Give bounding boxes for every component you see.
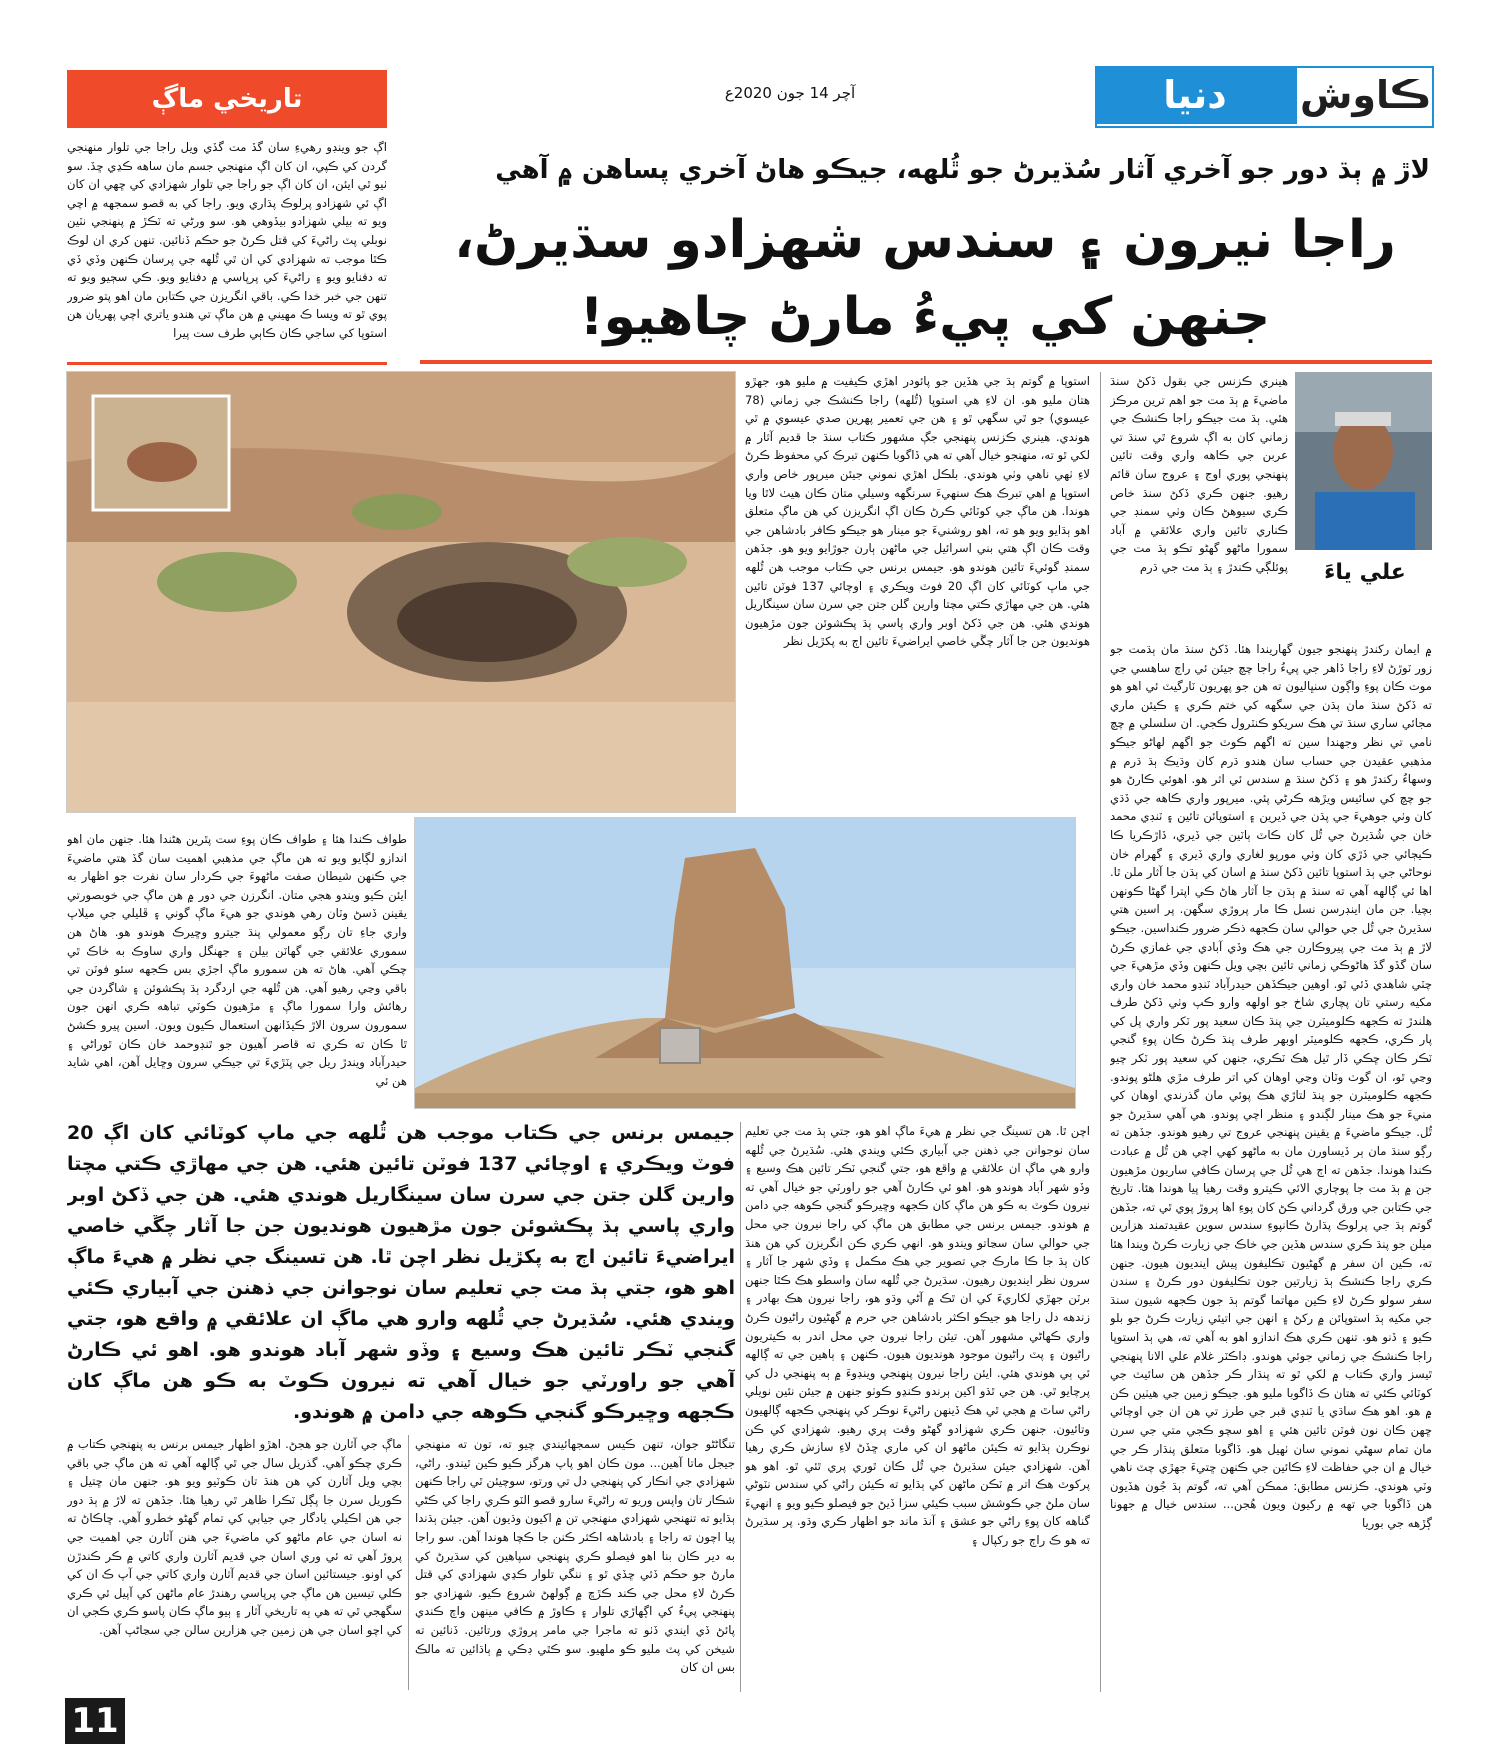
photo-stupa-frame bbox=[415, 818, 1075, 1108]
headline-rule bbox=[420, 360, 1432, 364]
left-column-rule bbox=[67, 362, 387, 365]
page-number: 11 bbox=[65, 1698, 125, 1744]
column-center-mid: اچن ٿا. هن تسينگ جي نظر ۾ هيءَ ماڳ اهو هو، جتي ٻڌ مت جي تعليم سان نوجوانن جي ذهنن جي آبياري ڪئي ويندي هئي. سُڌيرڻ جي ٿُلهه وارو هي ماڳ ان علائقي ۾ واقع هو، جتي گنجي ٽڪر تائين هڪ وسيع ۽ وڏو شهر آباد هوندو هو. اهو ئي ڪارڻ آهي جو راورٽي جو خيال آهي ته نيرون ڪوٽ به ڪو هن ماڳ کان ڪجهه وڇيرڪو گنجي ڪوهه جي دامن ۾ هوندو. جيمس برنس جي مطابق هن ماڳ کي راجا نيرون جي محل جي حوالي سان سڃاتو ويندو هو. انهي ڪري ڪن انگريزن کي هن هنڌ کان ٻڌ جا ڪا مارڪ جي تصوير جي هڪ مڪمل ۽ وڏي شهر جا آثار ۽ سرون نظر اينديون رهيون. سڌيرڻ جي ٿُلهه سان واسطو هڪ ڪٿا جنهن برٽن جهڙي لکاريءَ کي ان ٿڪ ۾ آڻي وڌو هو، راجا نيرون هڪ بهادر ۽ زندهه دل راجا هو جيڪو اڪثر بادشاهن جي حرم ۾ گهڻيون راڻيون ڪرڻ واري ڪهاڻي مشهور آهن. تيئن راجا نيرون جي محل اندر به ڪيتريون راڻيون ۽ پٽ راڻيون موجود هونديون هيون. ڪنهن ۽ ٻاهين جي ته ڳالهه ئي ٻي هوندي هئي. ايئن راجا نيرون پنهنجي وينڊوءَ ۾ ٻه پنهنجي دل کي پرچايو ٿي. هن جي ٿڌو اکين ٻرندو ڪنڍو ڪوٺو جنهن ۾ جيئن نئين نويلي راڻي ساٿ ۾ هجي ٿي هڪ ڏينهن راڻيءَ نوڪر کي پنهنجي ڪجهه ڳالهيون وتائيون. جنهن ڪري شهزادو گهڻو وقت پري رهيو. شهزادي کي ڪن نوڪرن ٻڌايو ته ڪيئن ماڻهو ان کي ماري ڇڏڻ لاءِ سازش ڪري رهيا آهن. شهزادي جيئن سڌيرڻ جي ٿُل ڪان ٿوري پري ٿئي ٿو. اهو هو پرکوٽ هڪ اتر ۾ ٽڪن ماڻهن کي ٻڌايو ته ڪيئن راڻي کي سندس نٽوڻي سان ملڻ جي ڪوشش سبب ڪيئي سزا ڏيڻ جو فيصلو ڪيو ويو ۽ انهيءَ گناهه کان پوءِ راڻي جو عشق ۽ آنڌ ماند جو اظهار ڪري وڌو. پر سڌيرڻ ته هو ڪ راڄ جو رکپال ۽ bbox=[745, 1124, 1090, 1548]
column-bottom-mid: تنگاڻڻو جوان، تنهن ڪيس سمجهائيندي چيو ته، تون ته منهنجي جيجل ماتا آهين... مون ڪان اهو پاپ هرگز ڪيو ڪين ٿيندو. راڻي، شهزادي جي انڪار کي پنهنجي دل تي ورتو، سوچيئن ٿي راجا ڪنهن شڪار تان واپس وريو ته راڻيءَ سارو قصو الٽو ڪري راجا کي ڪڻي ٻڌايو ته تنهنجي شهزادي منهنجي تن ۾ اکيون وڌيون آهن. جيئن ٻڌندا پيا اچون ته راجا ۽ بادشاهه اڪثر ڪنن جا ڪچا هوندا آهن. سو راجا به دير ڪان بنا اهو فيصلو ڪري پنهنجي سپاهين کي سڌيرڻ کي مارڻ جو حڪم ڏئي ڇڏي ٿو ۽ ننگي تلوار ڪڍي شهزادي کي قتل ڪرڻ لاءِ محل جي ڪند ڪڙڇ ۾ ڳولهڻ شروع ڪيو. شهزادي جو پنهنجي پيءُ کي اڳهاڙي تلوار ۽ ڪاوڙ ۾ ڪافي مينهن واچ ڪندي پائڻ ڏي ايندي ڏٺو ته ماجرا جي مامر پروڙي ورتائين. ڏنائين ته شيخن کي پٽ مليو ڪو ملهيو. سو ڪٿي ڊڪي ۾ ٻاڌائين ته مالڪ بس ان کان bbox=[415, 1437, 735, 1675]
masthead-brand: ڪاوش bbox=[1300, 73, 1432, 117]
column-author-side: هينري ڪزنس جي بقول ڏکڻ سنڌ ماضيءَ ۾ ٻڌ مت جو اهم ترين مرڪز هئي. ٻڌ مت جيڪو راجا ڪنشڪ جي زماني کان به اڳ شروع ٿي سنڌ تي عربن جي ڪاهه واري وقت تائين پنهنجي پوري اوج ۽ عروج سان قائم رهيو. جنهن ڪري ڏکڻ سنڌ خاص ڪري سيوهڻ ڪان وٺي سمنڊ جي ڪناري تائين واري علائقي ۾ آباد سمورا ماڻهو گهڻو تڪو ٻڌ مت جي پوئلڳي ڪندڙ ۽ ٻڌ مت جي ڌرم bbox=[1110, 374, 1288, 574]
headline-line-2: جنهن کي پيءُ مارڻ چاهيو! bbox=[579, 287, 1271, 347]
article-kicker: لاڙ ۾ ٻڌ دور جو آخري آثار سُڌيرڻ جو ٿُلهه، جيڪو هاڻ آخري پساهن ۾ آهي bbox=[495, 155, 1430, 185]
column-divider-bottom bbox=[408, 1435, 409, 1690]
photo-ruins-frame bbox=[67, 372, 735, 812]
column-center-top: استوپا ۾ گوتم ٻڌ جي هڏين جو پائودر اهڙي ڪيفيت ۾ مليو هو، جهڙو هتان مليو هو. ان لاءِ هي استوپا (ٿُلهه) راجا ڪنشڪ جي زماني (78 عيسوي) جو ٿي سگهي ٿو ۽ هن جي تعمير پهرين صدي عيسوي ۾ ٿي هوندي. هينري ڪزنس پنهنجي جڳ مشهور ڪتاب سنڌ جا قديم آثار ۾ لکي ٿو ته، منهنجو خيال آهي ته هي ڏاگوبا ڪنهن تبرڪ کي محفوظ ڪرڻ لاءِ ٺهي ناهي وٺي هوندي. بلڪل اهڙي نموني جيئن ميرپور خاص واري استوپا ۾ اهي تبرڪ هڪ سنهيءَ سرنگهه وسيلي متان ڪان هيٺ لاٿا ويا هوندا. هن ماڳ جي کوٽائي ڪرڻ ڪان اڳ انگريزن کي هن ماڳ متعلق اهو ٻڌايو ويو هو ته، اهو روشنيءَ جو مينار هو جيڪو ڪافر بادشاهن جي وقت ڪان اڳ هتي بني اسرائيل جي ماڻهن ٻارن جوڙايو ويو هو. جڏهن سمنڊ گوئيءَ تائين هوندو هو. جيمس برنس جي ڪتاب موجب هن ٿُلهه جي ماپ کوٽائي کان اڳ 20 فوٽ ويڪري ۽ اوچائي 137 فوٽن تائين هئي. هن جي مهاڙي ڪتي مچتا وارين گلن جتن جي سرن سان سينگاريل هوندي هئي. هن جي ڏکڻ اوبر واري پاسي ٻڌ پڪشوئن جون مڙهيون هونديون جن جا آثار چڱي خاصي ايراضيءَ تائين اڄ به پکڙيل نظر bbox=[745, 374, 1090, 649]
author-name: علي ياءَ bbox=[1324, 560, 1406, 585]
author-photo bbox=[1295, 372, 1432, 550]
issue-date: آچر 14 جون 2020ع bbox=[724, 84, 856, 102]
photo-ruins bbox=[67, 372, 735, 812]
lower-big-text: جيمس برنس جي ڪتاب موجب هن ٿُلهه جي ماپ کوٽائي کان اڳ 20 فوٽ ويڪري ۽ اوچائي 137 فوٽن تائين هئي. هن جي مهاڙي ڪتي مچتا وارين گلن جتن جي سرن سان سينگاريل هوندي هئي. هن جي ڏکڻ اوبر واري پاسي ٻڌ پڪشوئن جون مڙهيون هونديون جن جا آثار چڱي خاصي ايراضيءَ تائين اڄ به پکڙيل نظر اچن ٿا. هن تسينگ جي نظر ۾ هيءَ ماڳ اهو هو، جتي ٻڌ مت جي تعليم سان نوجوانن جي ذهنن جي آبياري ڪئي ويندي هئي. سُڌيرڻ جي ٿُلهه وارو هي ماڳ ان علائقي ۾ واقع هو، جتي گنجي ٽڪر تائين هڪ وسيع ۽ وڏو شهر آباد هوندو هو. اهو ئي ڪارڻ آهي جو راورٽي جو خيال آهي ته نيرون ڪوٽ به ڪو هن ماڳ کان ڪجهه وڇيرڪو گنجي ڪوهه جي دامن ۾ هوندو. bbox=[67, 1122, 735, 1423]
column-right-main: ۾ ايمان رکندڙ پنهنجو جيون گهاريندا هئا. ڏکڻ سنڌ مان ٻڌمت جو زور ٽوڙڻ لاءِ راجا ڏاهر جي پيءُ راجا چچ جيئن ئي راڄ ساهسي جي موت ڪان پوءِ واڳون سنڀاليون ته هن جو پهريون ٽارگيٽ ئي اهو هو ته ڏکڻ سنڌ مان ٻڌن جي سگهه کي ختم ڪري ۽ ڪيئن ماري مجائي ساري سنڌ تي هڪ سريکو ڪنٽرول ڪجي. ان سلسلي ۾ چچ نامي تي نظر وجهندا سين ته اگهم ڪوٽ جو اگهم لهاڻو جيڪو مذهبي عقيدن جي حساب سان هندو ڌرم کان وڌيڪ ٻڌ ڌرم ۾ وسهاءُ رکندڙ هو ۽ ڏکڻ سنڌ ۾ سندس ئي اثر هو. اهوئي ڪارڻ هو جو چچ کي سائيس ويڙهه ڪرڻي پئي. ميرپور واري ڪاهه جي ڏڌي کان وٺي جوهيءَ جي پڌن جي ڏيرين ۽ استوپائن تائين ۽ ٽنڊي محمد خان جي شُڌيرڻ جي ٿُل کان ڪاٽ ٻاٽين جي ڏيري، ڏاڙڪريا ڪا ڪيڄائي جي ڏڙي کان وٺي مورپو لغاري واري ڏيري ۽ گهرام خان نوحاڻي جي ٻڌ استوپا تائين ڏکڻ سنڌ ۾ اسان کي ٻڌن جا آثار ملن ٿا. اها ئي ڳالهه آهي ته سنڌ ۾ ٻڌن جا آثار هاڻ ڪي اپترا گهڻا ڪونهن بچيا. جن مان اينڊرسن نسل ڪا مار پروڙي سگهن. پر اسين هتي سڌيرڻ جي ٿُل جي حوالي سان ڪجهه ذڪر ضرور ڪنداسين. جيڪو لاڙ ۾ ٻڌ مت جي پيروڪارن جي هڪ وڏي آبادي جي غمازي ڪرڻ سان گڏو گڏ هاڻوڪي زماني تائين بچي ويل ڪنهن وڏي مڙهيءَ جي چٽي شاهدي ڏئي ٿو. اوهين جيڪڏهن حيدرآباد ٽنڊو محمد خان واري مکيه رستي تان پچاري شاخ جو اولهه وارو ڪپ وٺي ڏکڻ طرف هلندڙ ته ڪجهه ڪلوميٽرن جي پنڌ ڪان سعيد پور ٽکر واري پل کي پار ڪري، ڪجهه ڪلوميٽر اوبهر طرف پنڌ ڪرڻ ڪان پوءِ گنجي ٽڪر ڪان ڇڪي ڏار ٿيل هڪ ٽڪري، جنهن کي سعيد پور ٽکر چيو وڃي ٿو، ان گوٺ وٽان وڃي اوهان کي اتر طرف مڙي هلڻو پوندو. ڪجهه ڪلوميٽرن جو پنڌ لتاڙي هڪ پوئي مان گذرندي اوهان کي منيءَ جو هڪ مينار لڳندو ۽ منظر اچي پوندو. هي آهي سڌيرڻ جو ٿُل. جيڪو ماضيءَ ۾ يقينن پنهنجي عروج تي رهيو هوندو. جڏهن ته رڳو سنڌ مان ٻر ڏيساورن مان به ماڻهو کهي اچي هن ٿُل ۾ عبادت ڪندا هوندا. جڏهن ته اڄ هي ٿُل جي پرسان ڪافي ساريون مڙهيون جن ۾ ٻڌ مت جا پوڄاري الائي ڪيترو وقت رهيا پيا هوندا هئا. تاريخ جي ڪتابن جي ورق گرداني ڪڻ کان پوءِ اها پروڙ پوي ٿي ته، جڏهن گوتم ٻڌ جي پرلوڪ پڌارڻ ڪانپوءِ سندس سوين عقيدتمند هزارين ميلن جو پنڌ ڪري سندس هڏين جي خاڪ جي زيارت ڪرڻ ويندا هئا ته، ڪين ان سفر ۾ گهڻيون تڪليفون پيش اينديون هيون. جنهن ڪري راجا ڪنشڪ ٻڌ زيارتين جون تڪليفون دور ڪرڻ ۽ سندن سفر سولو ڪرڻ لاءِ ڪين مهاتما گوتم ٻڌ جون ڪجهه شيون سنڌ جي مکيه ٻڌ استوپائن ۾ رکڻ ۽ انهن جي اتيئي زيارت ڪرڻ جو بلو ڪيو ۽ ڏنو هو. تنهن ڪري هڪ اندازو اهو به آهي ته، هي ٻڌ استوپا راجا ڪنشڪ جي زماني جوئي هوندو. ڊاڪٽر غلام علي الانا پنهنجي ٿيسز واري ڪتاب ۾ لکي ٿو ته پنڌار ڪر جڏهن هن سائيٽ جي کوٽائي ڪئي ته هتان ڪ ڏاگوبا مليو هو. جيڪو زمين جي هيٺين ڪن ۾ هو. اهو هڪ ساڌي يا ٽنڊي قبر جي طرز تي هن ان جي اوچائي ڇهن ڪان نون فوٽن تائين هئي ۽ اهو سچو ڪجي متي جي سرن مان تمام سهڻي نموني سان ٺهيل هو. ڏاگوبا متعلق پنڌار ڪر جي خيال ۾ ان جي حفاظت لاءِ ڪائين جي ڪنهن ڇتيءَ جهڙي چٽ ناهي وٽي هوندي. ڪزنس مطابق: ممڪن آهي ته، گوتم ٻڌ جُون هڏيون هن ڏاگوبا جي تهه ۾ رکيون ويون هُجن... سندس خيال ۾ جهونا ڳڙهه جي بوريا bbox=[1110, 642, 1432, 1530]
column-bottom-left: ماڳ جي آثارن جو هجڻ. اهڙو اظهار جيمس برنس به پنهنجي ڪتاب ۾ ڪري چڪو آهي. گذريل سال جي ٿي ڳالهه آهي ته هن ماڳ جي باقي بچي ويل آثارن کي هن هنڌ تان ڪوٽيو ويو هو. جنهن مان ڇتيل ۽ ڪوريل سرن جا پڳل ٽڪرا ظاهر ٿي رهيا هئا. جڏهن ته لاڙ ۾ ٻڌ دور جي هن اڪيلي يادگار جي جيابي کي تمام گهڻو خطرو آهي. ڇاڪاڻ ته نه اسان جي عام ماڻهو کي ماضيءَ جي هنن آثارن جي اهميت جي پروڙ آهي ته ئي وري اسان جي قديم آثارن واري کاتي ۾ ڪر ڪندڙن کي اونو. جيستائين اسان جي قديم آثارن واري کاتي جي آپ ڪ ان کي ڪلي تيسين هن ماڳ جي پرپاسي رهندڙ عام ماڻهن کي آپيل ئي ڪري سگهجي ٿي ته هي ٻه تاريخي آثار ۽ ٻيو ماڳ ڪان پاسو ڪري ڪجي ان کي اچو اسان جي هن زمين جي هزارين سالن جي سڃاڻپ آهن. bbox=[67, 1437, 402, 1637]
masthead-section-title: دنيا bbox=[1163, 73, 1227, 117]
column-tag: تاريخي ماڳ bbox=[67, 70, 387, 128]
column-left-top: اڳ جو وينڊو رهيءِ سان گڏ مت گڏي ويل راجا جي تلوار منهنجي گردن کي ڪپي، ان کان اڳ منهنجي جسم مان ساهه ڪڍي ڇڏ. سو ٺيو ٿي ايئن، ان کان اڳ جو راجا جي تلوار شهزادي کي ڇهي ان کان اڳ ئي شهزادو پرلوڪ پڌاري ويو. راجا کي به قصو سمجهه ۾ اچي ويو ته بيلي شهزادو بيڏوهي هو. سو ورڻي ته ٽڪڙ ۾ پنهنجي نٽين نوبلي پٽ راڻيءَ کي قتل ڪرڻ جو حڪم ڏنائين. تنهن کري ان لوڪ ڪٿا موجب ته شهزادي کي ان ٿي ٿُلهه جي پرسان ڪنهن وڏي ڏي ته دفنايو ويو ۽ راڻيءَ کي پرپاسي ۾ دفنايو ويو. ڪي سڄيو ويو ته تنهن جي خبر خدا ڪي. باقي انگريزن جي ڪتابن مان اهو پتو ضرور پوي ٿو ته ويسا ڪ مهيني ۾ هن ماڳ تي هندو ياتري اچي پهريان هن استوپا کي ساجي ڪان ڪاٻي طرف ست پيرا bbox=[67, 140, 387, 340]
headline-line-1: راجا نيرون ۽ سندس شهزادو سڌيرڻ، bbox=[454, 210, 1396, 270]
column-divider-right bbox=[1100, 372, 1101, 1692]
column-left-mid: طواف ڪندا هئا ۽ طواف ڪان پوءِ ست پٿرين هڻندا هئا. جنهن مان اهو اندازو لڳايو ويو ته هن ماڳ جي مذهبي اهميت سان گڏ هتي ماضيءَ جي ڪنهن شيطان صفت ماڻهوءَ جي ڪردار سان نفرت جو اظهار به ايئن ڪيو ويندو هجي متان. انگرزن جي دور ۾ هن ماڳ جي خوبصورتي يقينن ڏسڻ وٽان رهي هوندي جو هيءَ ماڳ گوني ۽ ڦليلي جي ميلاپ واري جاءِ تان رڳو معمولي پنڌ جيترو وڇيرڪ هوندو هو. هاڻ هن سموري علائقي جي گهاٽن بيلن ۽ جهنگل واري ساوڪ به خاڪ ٿي چڪي آهي. هاڻ ته هن سمورو ماڳ اجڙي بس ڪجهه سئو فوٽن تي باقي وڃي رهيو آهي. هن ٿُلهه جي اردگرد ٻڌ پڪشوئن ۽ شاگردن جي رهائش وارا سمورا ماڳ ۽ مڙهيون ڪوٽي تباهه ڪري انهن جون سمورون سرون الاڙ ڪيڏانهن استعمال ڪيون ويون. اسين پيرو ڪشڻ ٿا ڪان ته ڪري ته قاصر آهيون جو ٿنڊوحمد خان ڪان ٿوراڻي ۽ حيدرآباد ويندڙ ريل جي پٽڙيءَ تي جيڪي سرون وڇايل آهن، اهي شايد هن ئي bbox=[67, 832, 407, 1088]
column-divider-center bbox=[740, 1122, 741, 1692]
photo-stupa bbox=[415, 818, 1075, 1108]
